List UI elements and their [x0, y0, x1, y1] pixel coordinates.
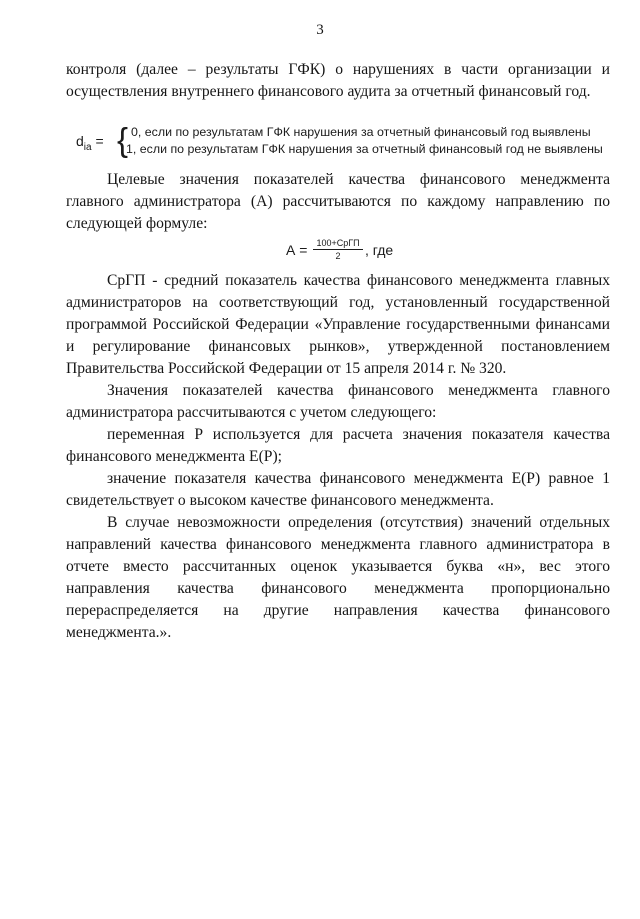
- srgp-paragraph: СрГП - средний показатель качества финансового менеджмента главных администраторов на соответствующий год, установленный государственной программой Российской Федерации «Управление государственными финансами и регулирование финансовых рынков», утвержденной постановлением Правительства Российской Федерации от 15 апреля 2014 г. № 320.: [66, 272, 610, 377]
- curly-brace-icon: {: [117, 121, 129, 158]
- intro-line-1: контроля (далее – результаты ГФК) о нарушениях в части организации и: [66, 61, 610, 78]
- value-one-paragraph: значение показателя качества финансового менеджмента Е(Р) равное 1 свидетельствует о высоком качестве финансового менеджмента.: [66, 470, 610, 509]
- target-values-paragraph: Целевые значения показателей качества финансового менеджмента главного администратора (А) рассчитываются по каждому направлению по следующей формуле:: [66, 171, 610, 232]
- intro-line-2: осуществления внутреннего финансового аудита за отчетный финансовый год.: [66, 83, 591, 100]
- d-ia-case-2: 1, если по результатам ГФК нарушения за отчетный финансовый год не выявлены: [126, 142, 603, 156]
- d-ia-lhs: $d_{ia}$ =: [76, 133, 104, 153]
- d-ia-case-1: 0, если по результатам ГФК нарушения за отчетный финансовый год выявлены: [131, 125, 591, 139]
- fraction-bar: [313, 249, 363, 250]
- d-ia-formula: [76, 123, 606, 161]
- values-paragraph: Значения показателей качества финансового менеджмента главного администратора рассчитываются с учетом следующего:: [66, 382, 610, 421]
- page-number: 3: [316, 22, 324, 38]
- a-formula-fraction: [313, 238, 363, 261]
- variable-paragraph: переменная Р используется для расчета значения показателя качества финансового менеджмента Е(Р);: [66, 426, 610, 465]
- a-formula-denominator: 2: [335, 251, 341, 261]
- impossibility-paragraph: В случае невозможности определения (отсутствия) значений отдельных направлений качества финансового менеджмента главного администратора в отчете вместо рассчитанных оценок указывается буква «н», вес этого направления качества финансового менеджмента пропорционально перераспределяется на другие направления качества финансового менеджмента.».: [66, 514, 610, 641]
- a-formula-lhs: А =: [286, 242, 308, 258]
- a-formula-tail: , где: [365, 242, 394, 258]
- a-formula: [286, 238, 426, 266]
- a-formula-numerator: 100+СрГП: [316, 238, 360, 248]
